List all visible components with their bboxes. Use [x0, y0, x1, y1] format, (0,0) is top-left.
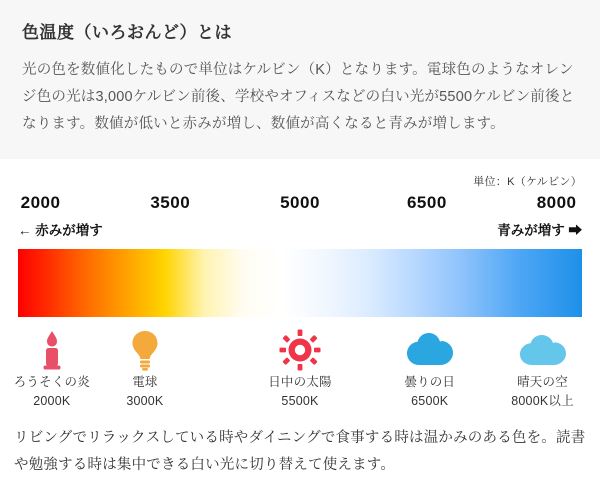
color-temperature-gradient-bar	[18, 249, 582, 317]
light-source-caption	[488, 373, 598, 409]
kelvin-tick-6500: 6500	[406, 193, 447, 213]
light-source-cloudy	[375, 327, 485, 409]
kelvin-tick-labels	[18, 193, 582, 217]
lightbulb-icon	[90, 327, 200, 373]
unit-note: 単位：K（ケルビン）	[473, 176, 582, 189]
light-source-name: 曇りの日	[404, 375, 456, 390]
kelvin-tick-3500: 3500	[150, 193, 191, 213]
light-source-value: 2000K	[33, 393, 71, 408]
light-source-name: 電球	[132, 375, 158, 390]
light-source-lightbulb	[90, 327, 200, 409]
intro-section	[0, 0, 600, 159]
light-source-caption	[375, 373, 485, 409]
footer-description: リビングでリラックスしている時やダイニングで食事する時は温かみのある色を。読書や勉強する時は集中できる白い光に切り替えて使えます。	[14, 430, 586, 473]
sun-icon	[245, 327, 355, 373]
intro-description: 光の色を数値化したもので単位はケルビン（K）となります。電球色のようなオレンジ色の光は3,000ケルビン前後、学校やオフィスなどの白い光が5500ケルビン前後となります。数値が低いと赤みが増し、数値が高くなると青みが増します。	[22, 62, 575, 132]
warmer-direction-label: ← 赤みが増す	[18, 223, 103, 239]
page-title: 色温度（いろおんど）とは	[22, 23, 232, 42]
light-source-icons-row	[13, 327, 582, 419]
light-source-name: 日中の太陽	[268, 375, 332, 390]
light-source-sun	[245, 327, 355, 409]
light-source-caption	[90, 373, 200, 409]
light-source-name: ろうそくの炎	[13, 375, 90, 390]
light-source-value: 8000K以上	[511, 393, 574, 408]
kelvin-tick-2000: 2000	[20, 193, 61, 213]
light-source-caption	[245, 373, 355, 409]
footer-section	[0, 419, 600, 477]
cooler-direction-label: 青みが増す ➡	[497, 223, 582, 239]
light-source-name: 晴天の空	[517, 375, 568, 390]
kelvin-scale-section	[0, 173, 600, 419]
clear-sky-cloud-icon	[488, 327, 598, 373]
light-source-value: 6500K	[411, 393, 449, 408]
light-source-clear-sky	[488, 327, 598, 409]
kelvin-tick-5000: 5000	[280, 193, 320, 213]
light-source-value: 5500K	[281, 393, 319, 408]
kelvin-tick-8000: 8000	[536, 193, 577, 213]
direction-labels	[18, 219, 582, 241]
cloudy-icon	[375, 327, 485, 373]
light-source-value: 3000K	[126, 393, 164, 408]
